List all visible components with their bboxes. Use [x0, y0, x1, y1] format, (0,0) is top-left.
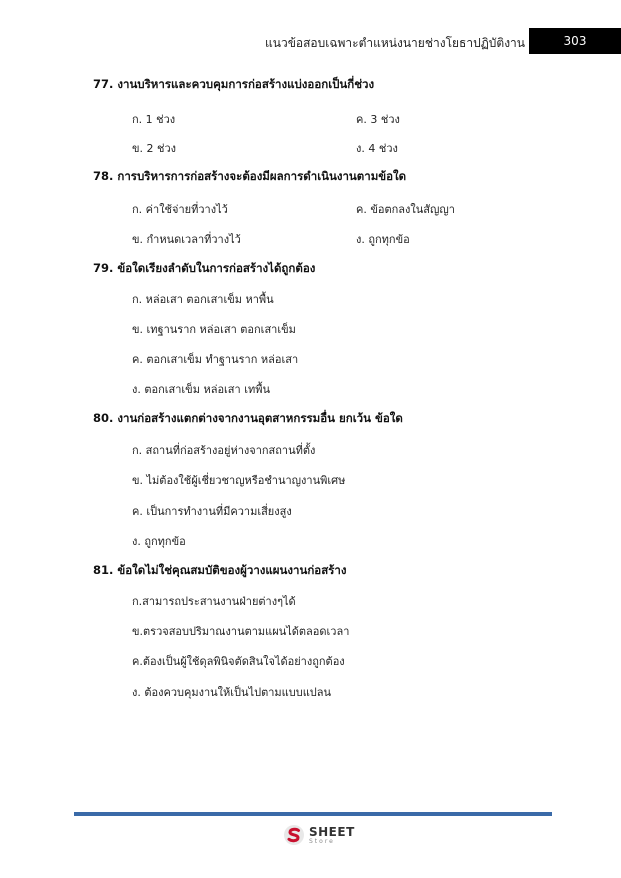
question-title: 79. ข้อใดเรียงลำดับในการก่อสร้างได้ถูกต้อง — [93, 261, 316, 275]
option: ง. ต้องควบคุมงานให้เป็นไปตามแบบแปลน — [132, 686, 332, 699]
page-number: 303 — [563, 34, 587, 48]
option: ข. กำหนดเวลาที่วางไว้ — [132, 233, 241, 246]
option: ง. ถูกทุกข้อ — [132, 535, 186, 548]
option: ก.สามารถประสานงานฝ่ายต่างๆได้ — [132, 595, 296, 608]
question-title: 81. ข้อใดไม่ใช่คุณสมบัติของผู้วางแผนงานก่อสร้าง — [93, 563, 347, 577]
option: ค. เป็นการทำงานที่มีความเสี่ยงสูง — [132, 505, 292, 518]
option: ค. 3 ช่วง — [356, 113, 400, 126]
option: ข.ตรวจสอบปริมาณงานตามแผนได้ตลอดเวลา — [132, 625, 350, 638]
option: ง. 4 ช่วง — [356, 142, 398, 155]
question-title: 77. งานบริหารและควบคุมการก่อสร้างแบ่งออกเป็นกี่ช่วง — [93, 77, 375, 91]
footer-logo — [283, 822, 355, 848]
option: ก. ค่าใช้จ่ายที่วางไว้ — [132, 203, 228, 216]
option: ก. หล่อเสา ตอกเสาเข็ม หาพื้น — [132, 293, 274, 306]
option: ข. เทฐานราก หล่อเสา ตอกเสาเข็ม — [132, 323, 296, 336]
option: ค.ต้องเป็นผู้ใช้ดุลพินิจตัดสินใจได้อย่างถูกต้อง — [132, 655, 345, 668]
logo-word: SHEET — [309, 824, 355, 839]
footer-divider — [74, 812, 552, 816]
sheet-store-logo-icon — [283, 824, 305, 846]
option: ค. ข้อตกลงในสัญญา — [356, 203, 455, 216]
logo-subtext: Store — [309, 837, 335, 845]
question-title: 78. การบริหารการก่อสร้างจะต้องมีผลการดำเนินงานตามข้อใด — [93, 169, 407, 183]
option: ค. ตอกเสาเข็ม ทำฐานราก หล่อเสา — [132, 353, 299, 366]
option: ข. 2 ช่วง — [132, 142, 177, 155]
option: ข. ไม่ต้องใช้ผู้เชี่ยวชาญหรือชำนาญงานพิเศษ — [132, 474, 346, 487]
option: ง. ตอกเสาเข็ม หล่อเสา เทพื้น — [132, 383, 270, 396]
page-header — [0, 28, 621, 54]
page-number-box — [529, 28, 621, 54]
option: ก. 1 ช่วง — [132, 113, 176, 126]
header-title: แนวข้อสอบเฉพาะตำแหน่งนายช่างโยธาปฏิบัติงาน — [265, 36, 525, 50]
question-title: 80. งานก่อสร้างแตกต่างจากงานอุตสาหกรรมอื่น ยกเว้น ข้อใด — [93, 411, 403, 425]
option: ง. ถูกทุกข้อ — [356, 233, 410, 246]
option: ก. สถานที่ก่อสร้างอยู่ห่างจากสถานที่ตั้ง — [132, 444, 316, 457]
